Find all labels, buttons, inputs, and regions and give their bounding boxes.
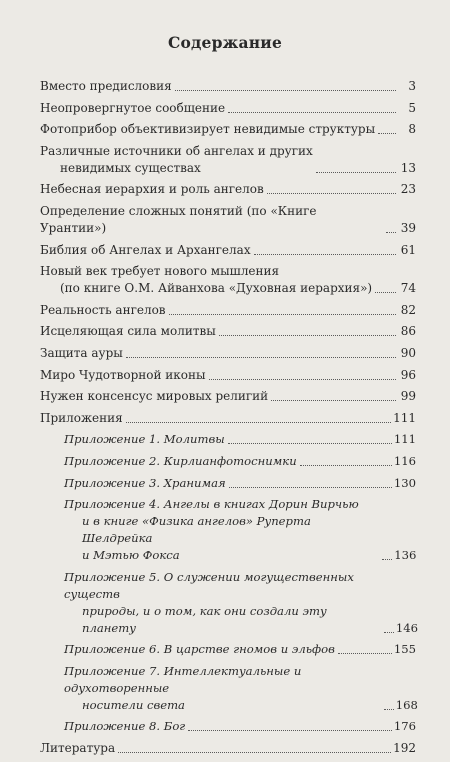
dot-leader [219, 335, 396, 336]
toc-page-number: 23 [400, 182, 416, 197]
dot-leader [300, 465, 392, 466]
toc-entry-title [64, 453, 297, 470]
toc-page-number: 8 [408, 122, 416, 137]
page-title: Содержание [167, 33, 283, 52]
toc-entry-line: Приложение 6. В царстве гномов и эльфов [64, 642, 335, 657]
dot-leader [229, 487, 392, 488]
toc-entry[interactable] [40, 203, 416, 237]
toc-entry[interactable] [40, 302, 416, 319]
toc-entry[interactable] [40, 388, 416, 405]
toc-page-number: 96 [400, 367, 416, 382]
toc-entry-title [40, 323, 216, 340]
toc-entry-line: Миро Чудотворной иконы [40, 367, 206, 382]
toc-page-number: 111 [393, 410, 416, 425]
dot-leader [375, 292, 396, 293]
toc-page-number: 74 [400, 281, 416, 296]
toc-page-number: 82 [400, 302, 416, 317]
toc-entry-line: Приложение 2. Кирлианфотоснимки [64, 453, 297, 468]
toc-entry-line: Фотоприбор объективизирует невидимые структуры [40, 122, 376, 137]
toc-page-number: 90 [400, 345, 416, 360]
toc-entry-title [40, 263, 372, 297]
toc-appendix-entry[interactable] [40, 641, 416, 658]
toc-entry-continuation-line: (по книге О.М. Айванхова «Духовная иерархия») [60, 281, 373, 296]
toc-entry-title [64, 569, 381, 637]
dot-leader [384, 632, 394, 633]
toc-entry-title [64, 718, 185, 735]
toc-entry-line: Новый век требует нового мышления [40, 264, 280, 279]
toc-entry-line: Приложение 3. Хранимая [64, 475, 226, 490]
toc-entry-continuation-line: невидимых существах [60, 160, 201, 175]
dot-leader [175, 90, 396, 91]
toc-appendix-entry[interactable] [40, 569, 419, 637]
toc-page-number: 192 [393, 741, 416, 756]
toc-entry-line: Реальность ангелов [40, 302, 166, 317]
toc-entry-line: Нужен консенсус мировых религий [40, 389, 269, 404]
dot-leader [209, 379, 396, 380]
toc-entry-line: Приложение 7. Интеллектуальные и одухотворенные [64, 663, 302, 695]
dot-leader [338, 653, 392, 654]
toc-page-number: 176 [393, 719, 416, 734]
toc-entry-title [40, 100, 225, 117]
dot-leader [254, 254, 396, 255]
toc-page-number: 99 [400, 389, 416, 404]
toc-entry-title [40, 367, 206, 384]
dot-leader [228, 443, 392, 444]
toc-entry[interactable] [40, 143, 416, 177]
toc-entry-line: Приложение 1. Молитвы [64, 432, 225, 447]
dot-leader [382, 559, 392, 560]
toc-entry-line: Исцеляющая сила молитвы [40, 324, 216, 339]
toc-entry-title [40, 740, 115, 757]
dot-leader [386, 232, 396, 233]
toc-entry-line: Приложение 4. Ангелы в книгах Дорин Вирчью [64, 497, 359, 512]
toc-appendix-entry[interactable] [40, 453, 416, 470]
dot-leader [271, 400, 396, 401]
toc-entry-title [40, 143, 313, 177]
toc-entry[interactable] [40, 740, 416, 757]
toc-appendix-entry[interactable] [40, 718, 416, 735]
toc-entry[interactable] [40, 181, 416, 198]
toc-entry-line: Вместо предисловия [40, 79, 172, 93]
dot-leader [118, 752, 391, 753]
toc-entry-title [64, 496, 379, 564]
toc-entry-title [64, 663, 381, 714]
toc-page-number: 130 [393, 475, 416, 490]
toc-entry-line: Приложение 5. О служении могущественных существ [64, 569, 354, 601]
toc-page-number: 5 [408, 100, 416, 115]
toc-entry[interactable] [40, 242, 416, 259]
toc-page-number: 39 [400, 220, 416, 235]
toc-appendix-entry[interactable] [40, 475, 416, 492]
toc-page-number: 136 [394, 548, 417, 563]
toc-page-number: 61 [400, 242, 416, 257]
toc-entry-title [64, 641, 335, 658]
toc-page-number: 116 [393, 453, 416, 468]
toc-page-number: 86 [400, 324, 416, 339]
toc-entry-line: Приложения [40, 410, 123, 425]
toc-appendix-entry[interactable] [40, 431, 416, 448]
dot-leader [169, 314, 396, 315]
dot-leader [378, 133, 396, 134]
toc-entry-continuation-line: носители света [82, 697, 185, 712]
toc-entry-title [40, 242, 251, 259]
toc-entry[interactable] [40, 263, 416, 297]
toc-page-number: 13 [400, 160, 416, 175]
toc-page-number: 155 [393, 642, 416, 657]
toc-page-number: 146 [395, 620, 419, 635]
toc-entry-line: Библия об Ангелах и Архангелах [40, 242, 251, 257]
toc-entry-line: Различные источники об ангелах и других [40, 143, 313, 158]
toc-entry-title [40, 388, 268, 405]
toc-entry-line: Небесная иерархия и роль ангелов [40, 182, 264, 197]
toc-entry-line: Приложение 8. Бог [64, 719, 186, 734]
toc-appendix-entry[interactable] [40, 663, 416, 714]
toc-entry[interactable] [40, 100, 416, 117]
dot-leader [267, 193, 396, 194]
dot-leader [384, 709, 394, 710]
toc-entry[interactable] [40, 121, 416, 138]
toc-entry-title [40, 203, 383, 237]
toc-entry-line: Неопровергнутое сообщение [40, 100, 226, 115]
toc-page-number: 168 [395, 697, 418, 712]
toc-entry-title [40, 181, 264, 198]
toc-entry[interactable] [40, 410, 416, 427]
toc-entry-title [64, 431, 225, 448]
toc-entry-title [40, 410, 123, 427]
table-of-contents [40, 78, 419, 762]
dot-leader [126, 357, 396, 358]
toc-entry-line: Защита ауры [40, 345, 123, 360]
dot-leader [316, 172, 396, 173]
toc-entry-continuation-line: и Мэтью Фокса [82, 548, 180, 563]
toc-entry[interactable] [40, 345, 416, 362]
toc-entry-title [64, 475, 226, 492]
toc-entry[interactable] [40, 78, 416, 95]
toc-appendix-entry[interactable] [40, 496, 416, 564]
dot-leader [228, 112, 396, 113]
dot-leader [126, 422, 391, 423]
toc-entry-continuation-line: природы, и о том, как они создали эту планету [82, 603, 327, 635]
toc-entry-line: Определение сложных понятий (по «Книге Урантии») [40, 203, 317, 235]
toc-entry-line: Литература [40, 741, 116, 756]
toc-entry-title [40, 302, 166, 319]
dot-leader [188, 730, 392, 731]
toc-page-number: 111 [393, 432, 416, 447]
toc-entry-continuation-line: и в книге «Физика ангелов» Руперта Шелдрейка [82, 514, 311, 546]
toc-entry-title [40, 78, 172, 95]
toc-entry[interactable] [40, 323, 416, 340]
toc-entry[interactable] [40, 367, 416, 384]
toc-page-number: 3 [408, 79, 416, 93]
toc-entry-title [40, 345, 123, 362]
toc-entry-title [40, 121, 375, 138]
